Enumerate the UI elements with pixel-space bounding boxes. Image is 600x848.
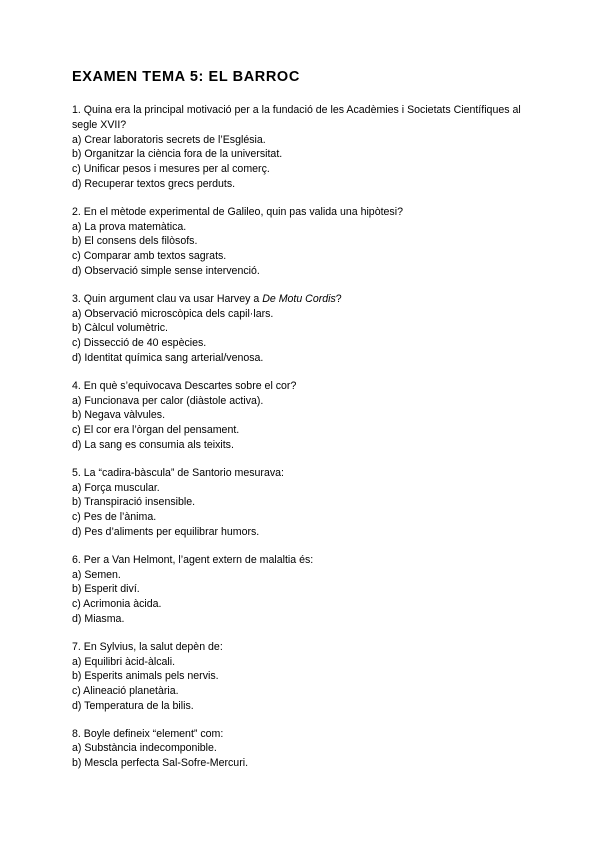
option-b: b) Esperits animals pels nervis.	[72, 670, 219, 683]
question-text: 1. Quina era la principal motivació per a la fundació de les Acadèmies i Societats Científiques al segle XVII?	[72, 104, 521, 131]
question-text: 6. Per a Van Helmont, l’agent extern de malaltia és:	[72, 553, 314, 566]
option-c: c) Acrimonia àcida.	[72, 598, 162, 611]
question-2	[72, 205, 540, 279]
option-b: b) Mescla perfecta Sal-Sofre-Mercuri.	[72, 757, 249, 770]
question-text: 4. En què s’equivocava Descartes sobre el cor?	[72, 379, 297, 392]
question-6	[72, 553, 540, 627]
option-d: d) Temperatura de la bilis.	[72, 699, 194, 712]
option-a: a) La prova matemàtica.	[72, 220, 187, 233]
option-b: b) El consens dels filòsofs.	[72, 235, 198, 248]
option-a: a) Semen.	[72, 568, 121, 581]
option-a: a) Força muscular.	[72, 481, 160, 494]
question-7	[72, 640, 540, 714]
option-a: a) Funcionava per calor (diàstole activa).	[72, 394, 264, 407]
option-d: d) Identitat química sang arterial/venosa.	[72, 351, 264, 364]
question-text: 8. Boyle defineix “element” com:	[72, 727, 224, 740]
question-4	[72, 379, 540, 453]
option-a: a) Observació microscòpica dels capil·lars.	[72, 307, 274, 320]
option-b: b) Esperit diví.	[72, 583, 140, 596]
option-c: c) El cor era l’òrgan del pensament.	[72, 424, 240, 437]
option-d: d) Pes d’aliments per equilibrar humors.	[72, 525, 260, 538]
question-text: 7. En Sylvius, la salut depèn de:	[72, 640, 223, 653]
option-d: d) Observació simple sense intervenció.	[72, 264, 260, 277]
option-c: c) Unificar pesos i mesures per al comerç.	[72, 163, 270, 176]
question-text-end: ?	[335, 292, 342, 305]
option-c: c) Dissecció de 40 espècies.	[72, 337, 207, 350]
option-c: c) Pes de l’ànima.	[72, 511, 157, 524]
question-5	[72, 466, 540, 540]
option-b: b) Organitzar la ciència fora de la universitat.	[72, 148, 283, 161]
option-c: c) Comparar amb textos sagrats.	[72, 250, 227, 263]
question-text: 2. En el mètode experimental de Galileo, quin pas valida una hipòtesi?	[72, 205, 403, 218]
option-d: d) Recuperar textos grecs perduts.	[72, 177, 236, 190]
question-text: 5. La “cadira-bàscula” de Santorio mesurava:	[72, 466, 284, 479]
book-title: De Motu Cordis	[262, 292, 336, 305]
question-1	[72, 103, 540, 192]
question-text-start: 3. Quin argument clau va usar Harvey a	[72, 292, 263, 305]
exam-title: EXAMEN TEMA 5: EL BARROC	[72, 69, 300, 85]
option-a: a) Crear laboratoris secrets de l’Església.	[72, 133, 266, 146]
question-8	[72, 727, 540, 771]
option-d: d) La sang es consumia als teixits.	[72, 438, 234, 451]
option-b: b) Negava vàlvules.	[72, 409, 166, 422]
question-text	[72, 292, 540, 307]
option-c: c) Alineació planetària.	[72, 685, 179, 698]
option-b: b) Càlcul volumètric.	[72, 322, 168, 335]
option-a: a) Substància indecomponible.	[72, 742, 217, 755]
option-b: b) Transpiració insensible.	[72, 496, 196, 509]
question-3	[72, 292, 540, 366]
option-a: a) Equilibri àcid-àlcali.	[72, 655, 176, 668]
option-d: d) Miasma.	[72, 612, 125, 625]
